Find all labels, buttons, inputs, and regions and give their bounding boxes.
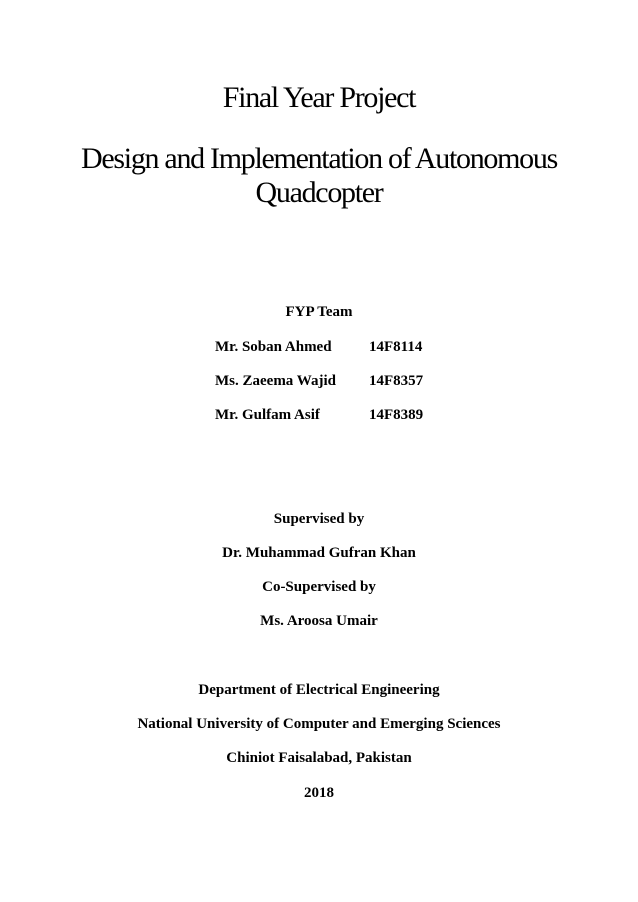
co-supervisor-name: Ms. Aroosa Umair xyxy=(260,613,378,629)
team-heading: FYP Team xyxy=(285,304,353,320)
team-member-id: 14F8357 xyxy=(369,373,424,389)
project-title-line-2: Quadcopter xyxy=(255,176,383,209)
team-member-id: 14F8389 xyxy=(369,407,424,423)
team-member-id: 14F8114 xyxy=(369,339,423,355)
team-member-row xyxy=(0,337,638,357)
supervisor-name: Dr. Muhammad Gufran Khan xyxy=(222,545,416,561)
co-supervised-by-label: Co-Supervised by xyxy=(262,579,376,595)
project-year: 2018 xyxy=(304,785,334,801)
project-title-line-1: Design and Implementation of Autonomous xyxy=(81,142,557,175)
team-member-name: Mr. Soban Ahmed xyxy=(215,339,332,355)
department-name: Department of Electrical Engineering xyxy=(198,682,440,698)
team-member-row xyxy=(0,405,638,425)
team-member-name: Mr. Gulfam Asif xyxy=(215,407,320,423)
project-heading: Final Year Project xyxy=(222,81,416,114)
supervised-by-label: Supervised by xyxy=(273,511,365,527)
team-member-row xyxy=(0,371,638,391)
campus-location: Chiniot Faisalabad, Pakistan xyxy=(226,750,412,766)
team-member-name: Ms. Zaeema Wajid xyxy=(215,373,336,389)
university-name: National University of Computer and Emerging Sciences xyxy=(137,716,501,732)
